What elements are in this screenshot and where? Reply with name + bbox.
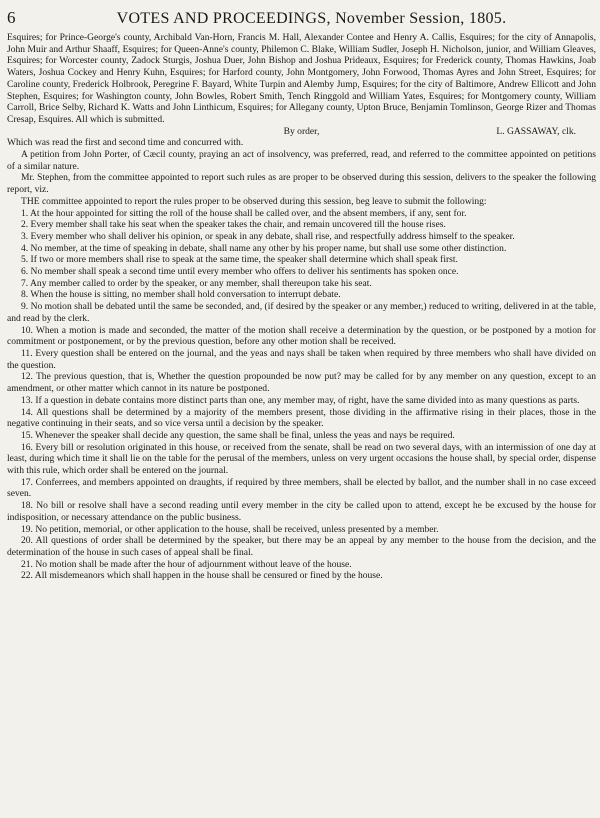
rule-item: 6. No member shall speak a second time until every member who offers to deliver his sentiments has spoken once.: [21, 266, 459, 278]
concurrence-paragraph: Which was read the first and second time and concurred with.: [7, 137, 244, 149]
rule-item: 5. If two or more members shall rise to speak at the same time, the speaker shall determine which shall speak first.: [21, 254, 458, 266]
rule-item: 11. Every question shall be entered on the journal, and the yeas and nays shall be taken when required by three members who shall have divided on the question.: [7, 347, 596, 371]
rule-item: 18. No bill or resolve shall have a second reading until every member in the city be called upon to attend, except he be excused by the house for indisposition, or necessary attendance on the public business.: [7, 500, 596, 523]
rule-item: 3. Every member who shall deliver his opinion, or speak in any debate, shall rise, and respectfully address himself to the speaker.: [21, 230, 515, 242]
rule-item: 13. If a question in debate contains more distinct parts than one, any member may, of right, have the same divided into as many questions as parts.: [21, 394, 580, 406]
page-title: VOTES AND PROCEEDINGS, November Session, 1805.: [116, 10, 507, 27]
rule-item: 10. When a motion is made and seconded, the matter of the motion shall receive a determination by the question, or be postponed by a motion for commitment or postponement, or by the previous question, before any other motion shall be received.: [7, 324, 596, 348]
rule-item: 9. No motion shall be debated until the same be seconded, and, (if desired by the speaker or any member,) reduced to writing, delivered in at the table, and read by the clerk.: [7, 301, 596, 324]
rules-list: [7, 208, 596, 583]
rule-item: 8. When the house is sitting, no member shall hold conversation to interrupt debate.: [21, 289, 341, 301]
member-list-paragraph: Esquires; for Prince-George's county, Archibald Van-Horn, Francis M. Hall, Alexander Contee and Henry A. Callis, Esquires; for the city of Annapolis, John Muir and Arthur Shaaff, Esquires; for Queen-Anne's county, Philemon C. Blake, William Sudler, Joseph H. Nicholson, junior, and William Gleaves, Esquires; for Worcester county, Zadock Sturgis, Joshua Duer, John Bishop and Joshua Prideaux, Esquires; for Frederick county, Thomas Hawkins, Joab Waters, Joshua Cockey and Henry Kuhn, Esquires; for Harford county, John Montgomery, John Forwood, Thomas Ayres and John Street, Esquires; for Caroline county, Frederick Holbrook, Peregrine F. Bayard, White Turpin and Alemby Jump, Esquires; for the city of Baltimore, Andrew Ellicott and John Stephen, Esquires; for Washington county, John Bowles, Robert Smith, Tench Ringgold and William Yates, Esquires; for Montgomery county, William Carroll, Brice Selby, Richard K. Watts and John Linthicum, Esquires; for Allegany county, Upton Bruce, Benjamin Tomlinson, George Rizer and Thomas Cresap, Esquires. All which is submitted.: [7, 32, 596, 125]
rule-item: 12. The previous question, that is, Whether the question propounded be now put? may be called for by any member on any question, except to an amendment, or other matter which cannot in its nature be postponed.: [7, 371, 596, 395]
rule-item: 22. All misdemeanors which shall happen in the house shall be censured or fined by the house.: [21, 570, 383, 582]
clerk-signature: L. GASSAWAY, clk.: [496, 125, 576, 137]
rule-item: 20. All questions of order shall be determined by the speaker, but there may be an appeal by any member to the house from the decision, and the determination of the house in such cases of appeal shall be final.: [7, 535, 596, 558]
rule-item: 14. All questions shall be determined by a majority of the members present, those dividing in the affirmative rising in their places, those in the negative continuing in their seats, and so vice versa until a decision by the speaker.: [7, 406, 596, 430]
rule-item: 2. Every member shall take his seat when the speaker takes the chair, and remain uncovered till the house rises.: [21, 219, 446, 231]
page-number: 6: [7, 8, 16, 27]
report-intro-paragraph: THE committee appointed to report the rules proper to be observed during this session, beg leave to submit the following:: [21, 195, 487, 207]
rule-item: 7. Any member called to order by the speaker, or any member, shall thereupon take his seat.: [21, 277, 372, 289]
rule-item: 17. Conferrees, and members appointed on draughts, if required by three members, shall be elected by ballot, and the number shall in no case exceed seven.: [7, 476, 596, 500]
rule-item: 4. No member, at the time of speaking in debate, shall name any other by his proper name, but shall use some other distinction.: [21, 242, 507, 254]
signature-line: [7, 126, 596, 138]
rule-item: 21. No motion shall be made after the hour of adjournment without leave of the house.: [21, 558, 352, 570]
rule-item: 1. At the hour appointed for sitting the roll of the house shall be called over, and the absent members, if any, sent for.: [21, 207, 467, 219]
page-header: [7, 8, 596, 32]
petition-paragraph: A petition from John Porter, of Cæcil county, praying an act of insolvency, was preferred, read, and referred to the committee appointed on petitions of a similar nature.: [7, 149, 596, 172]
rule-item: 15. Whenever the speaker shall decide any question, the same shall be final, unless the yeas and nays be required.: [21, 429, 455, 441]
by-order-text: By order,: [283, 125, 320, 137]
committee-paragraph: Mr. Stephen, from the committee appointed to report such rules as are proper to be observed during this session, delivers to the speaker the following report, viz.: [7, 172, 596, 196]
rule-item: 19. No petition, memorial, or other application to the house, shall be received, unless presented by a member.: [21, 523, 439, 535]
document-body: [7, 32, 596, 582]
rule-item: 16. Every bill or resolution originated in this house, or received from the senate, shall be read on two several days, with an intermission of one day at least, during which time it shall lie on the table for the perusal of the members, unless on very urgent occasions the house shall, by special order, dispense with this rule, which order shall be entered on the journal.: [7, 441, 596, 477]
